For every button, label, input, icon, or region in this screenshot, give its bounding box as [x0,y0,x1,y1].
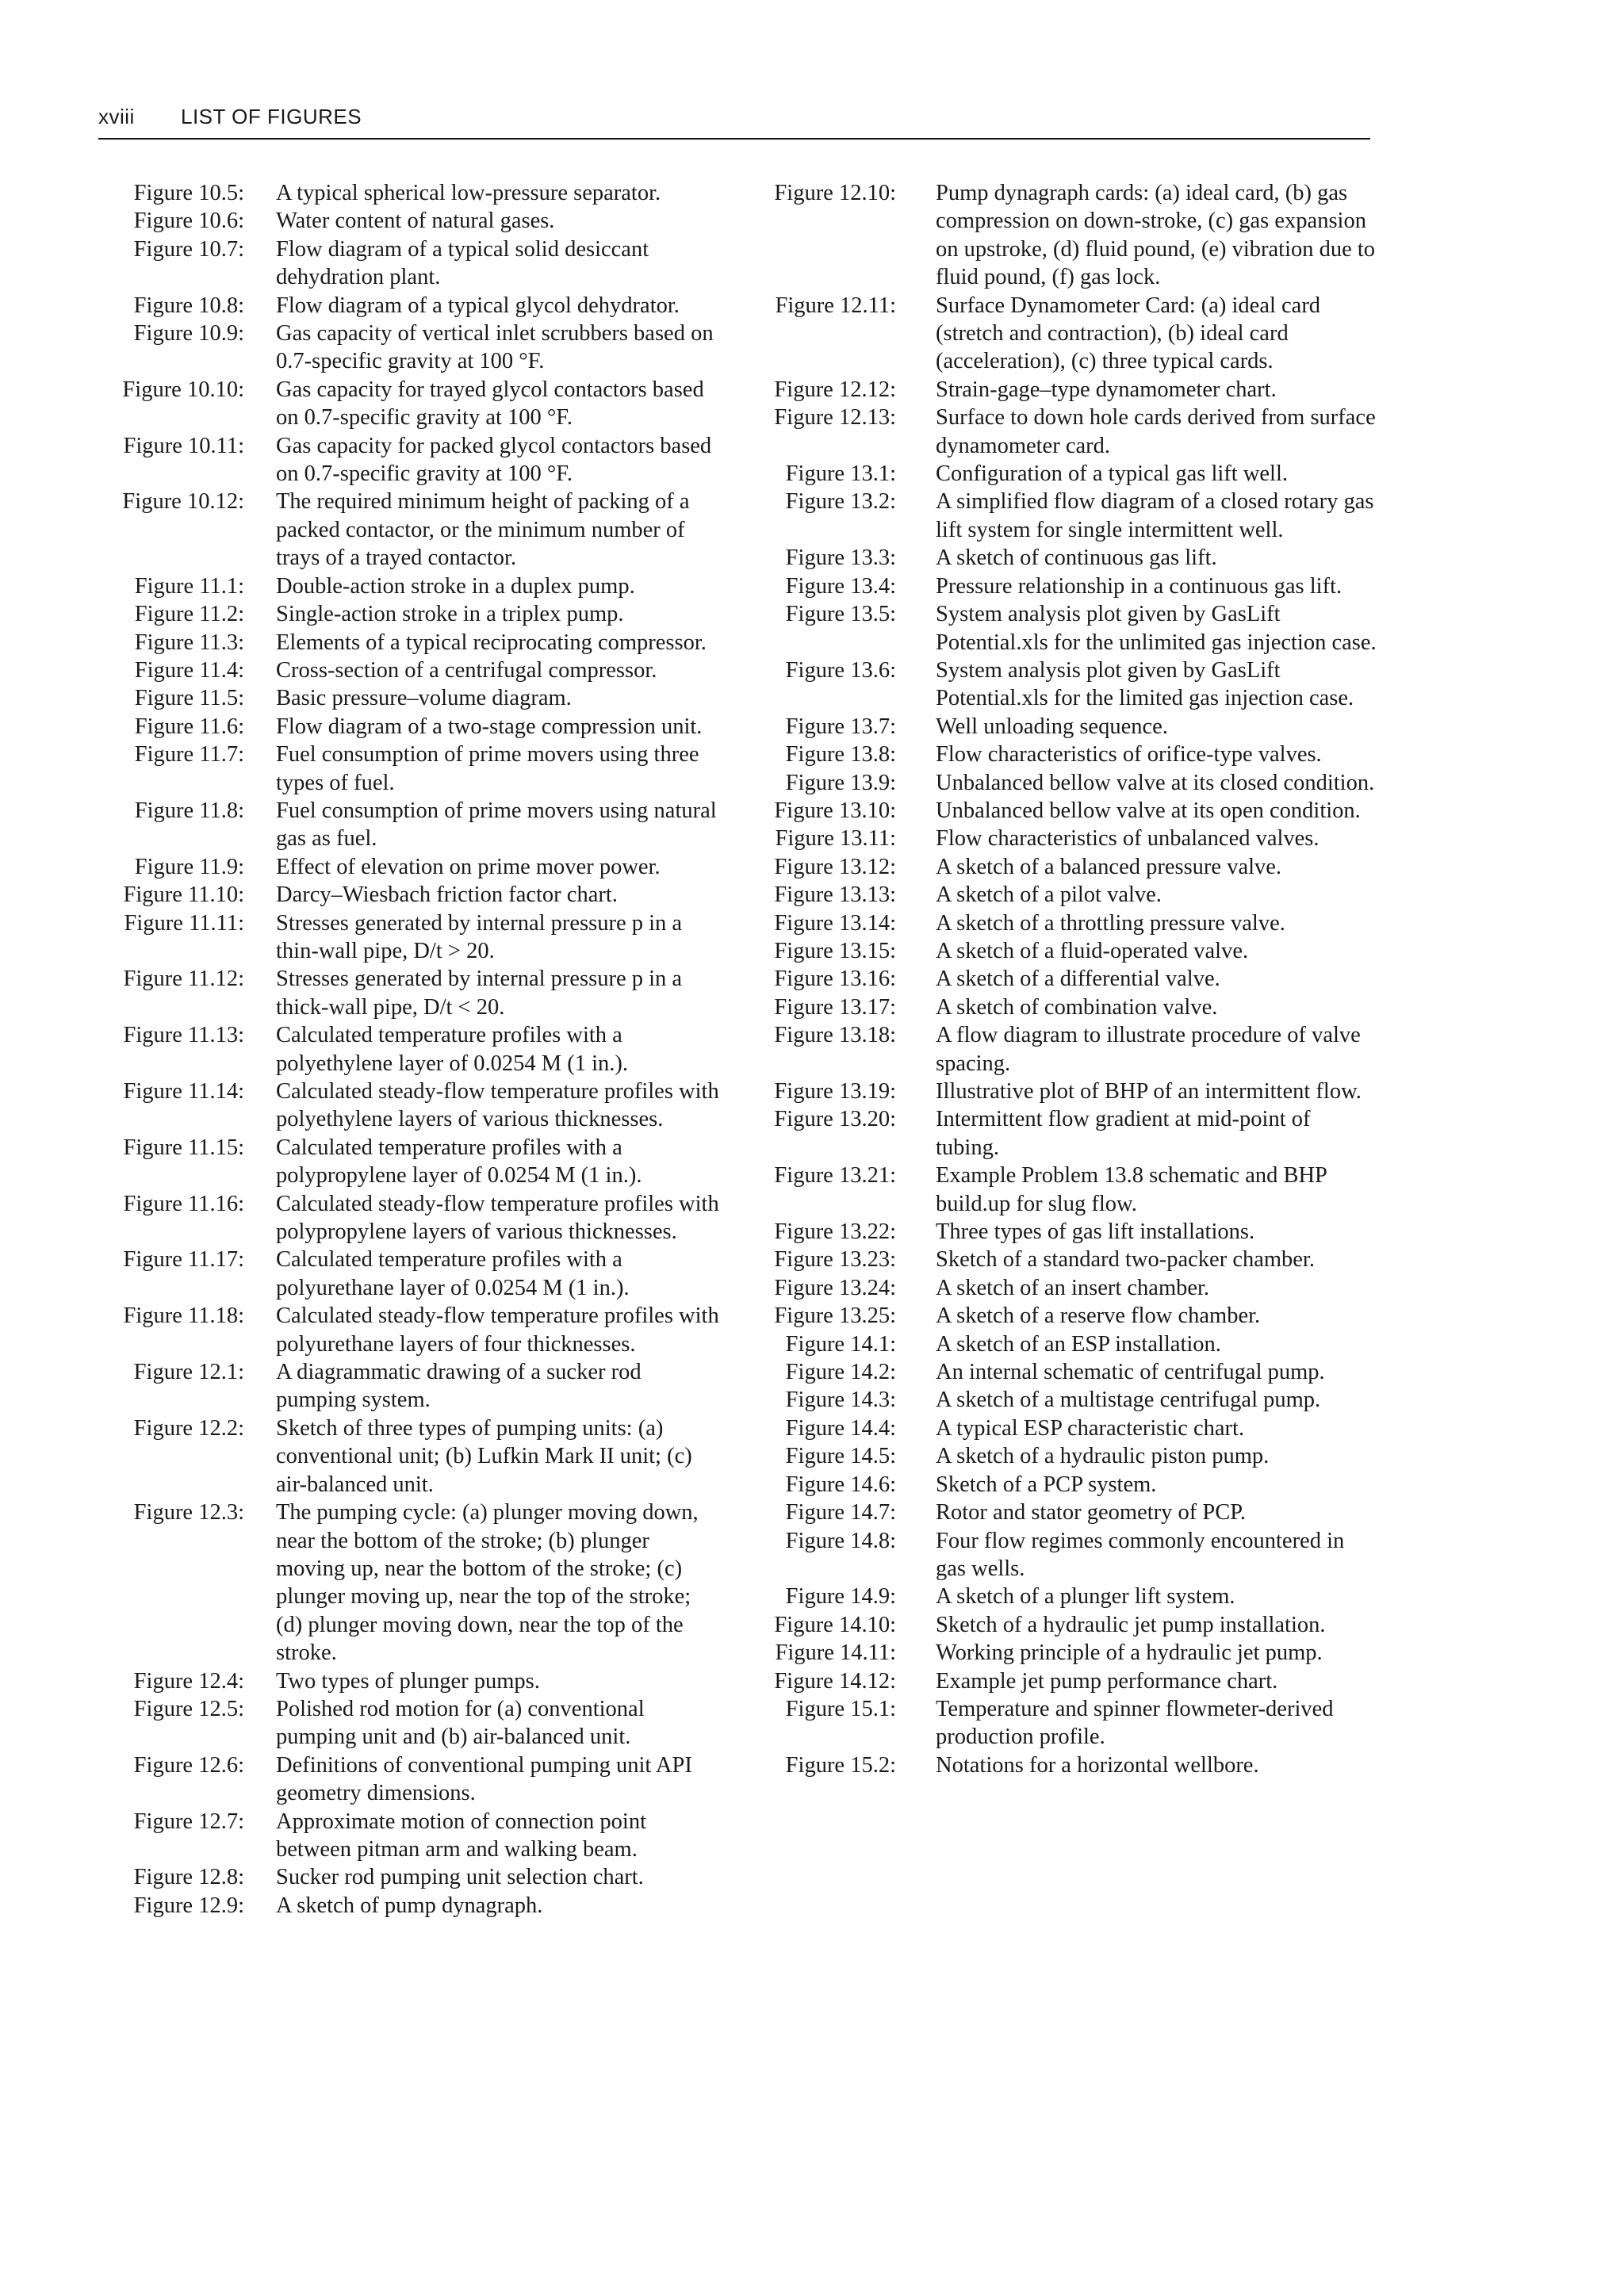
figure-number: Figure 12.2: [133,1415,244,1441]
figure-caption: A typical ESP characteristic chart. [936,1415,1245,1441]
figure-caption: Rotor and stator geometry of PCP. [936,1500,1247,1525]
figure-entry [744,460,1378,488]
figure-number: Figure 11.13: [123,1023,244,1048]
figure-number: Figure 12.13: [774,405,896,431]
figure-number: Figure 15.2: [785,1752,896,1778]
figure-entry [94,1021,720,1078]
figure-number: Figure 12.4: [133,1668,244,1694]
figure-number: Figure 14.11: [775,1640,896,1666]
figure-caption: Example Problem 13.8 schematic and BHP build.up for slug flow. [936,1163,1327,1216]
figure-number: Figure 10.12: [122,489,244,515]
figure-caption: Working principle of a hydraulic jet pump. [936,1640,1323,1666]
figure-entry [744,404,1378,460]
figure-number: Figure 13.17: [774,994,896,1020]
figure-caption: Gas capacity of vertical inlet scrubbers based on 0.7-specific gravity at 100 °F. [276,321,714,374]
figure-entry [744,853,1378,881]
figure-caption: Calculated steady-flow temperature profiles with polypropylene layers of various thicknesses. [276,1191,719,1245]
figure-entry [744,1386,1378,1414]
figure-caption: A sketch of a pilot valve. [936,882,1162,908]
figure-number: Figure 12.10: [774,181,896,205]
figure-number: Figure 14.7: [785,1500,896,1525]
figure-number: Figure 12.8: [133,1865,244,1890]
figure-number: Figure 10.5: [133,181,244,205]
figure-entry [744,1330,1378,1358]
figure-entry [94,235,720,292]
figure-caption: A sketch of a reserve flow chamber. [936,1303,1261,1329]
figure-entry [744,1639,1378,1667]
figure-number: Figure 11.11: [124,910,244,936]
page-number: xviii [98,105,135,128]
figure-number: Figure 14.8: [785,1528,896,1553]
figure-entry [744,1583,1378,1610]
figure-caption: Strain-gage–type dynamometer chart. [936,377,1277,402]
figure-entry [94,179,720,207]
figure-entry [94,1892,720,1920]
figure-number: Figure 12.9: [133,1893,244,1918]
figure-caption: Temperature and spinner flowmeter-derived production profile. [936,1696,1334,1750]
figure-caption: Sketch of a standard two-packer chamber. [936,1247,1315,1273]
figure-entry [94,1695,720,1751]
figure-number: Figure 13.2: [785,489,896,515]
figure-entry [94,881,720,909]
figure-number: Figure 11.17: [123,1247,244,1273]
figure-entry [744,544,1378,572]
figure-entry [94,1358,720,1414]
figure-number: Figure 13.21: [774,1163,896,1189]
figure-entry [744,1695,1378,1751]
figure-number: Figure 10.6: [133,209,244,234]
figure-entry [94,376,720,432]
figure-caption: An internal schematic of centrifugal pump. [936,1360,1325,1385]
figure-number: Figure 13.4: [785,573,896,599]
figure-caption: System analysis plot given by GasLift Potential.xls for the limited gas injection case. [936,657,1354,711]
figure-number: Figure 13.8: [785,742,896,768]
figure-entry [94,657,720,684]
figure-entry [744,1358,1378,1386]
figure-number: Figure 11.14: [123,1079,244,1104]
figure-caption: Pressure relationship in a continuous gas lift. [936,573,1342,599]
figure-caption: A sketch of a differential valve. [936,967,1220,992]
figure-caption: Cross-section of a centrifugal compressor. [276,657,657,683]
figure-number: Figure 13.3: [785,545,896,571]
figure-number: Figure 11.1: [134,573,244,599]
figure-entry [94,1078,720,1134]
figure-caption: Calculated steady-flow temperature profiles with polyethylene layers of various thicknesses. [276,1079,719,1132]
figure-number: Figure 13.16: [774,967,896,992]
figure-entry [744,1414,1378,1442]
figure-number: Figure 11.3: [134,630,244,655]
figure-list-right-column [744,179,1378,1779]
figure-caption: Sketch of a hydraulic jet pump installation. [936,1612,1326,1637]
figure-entry [744,1021,1378,1078]
figure-caption: A flow diagram to illustrate procedure of valve spacing. [936,1023,1361,1076]
figure-entry [94,1302,720,1358]
figure-number: Figure 12.1: [133,1360,244,1385]
figure-entry [744,1162,1378,1218]
figure-entry [94,1190,720,1246]
figure-entry [94,1414,720,1499]
figure-caption: Three types of gas lift installations. [936,1219,1255,1245]
figure-number: Figure 14.9: [785,1584,896,1610]
figure-entry [94,965,720,1021]
figure-entry [94,713,720,741]
figure-number: Figure 12.6: [133,1752,244,1778]
figure-entry [744,965,1378,993]
figure-number: Figure 13.24: [774,1275,896,1300]
figure-caption: Basic pressure–volume diagram. [276,686,572,711]
figure-caption: Darcy–Wiesbach friction factor chart. [276,882,618,908]
figure-entry [744,1302,1378,1330]
figure-caption: Surface Dynamometer Card: (a) ideal card (stretch and contraction), (b) ideal card (acceleration), (c) three typical cards. [936,293,1321,374]
figure-caption: Well unloading sequence. [936,714,1168,739]
figure-number: Figure 10.10: [122,377,244,402]
figure-entry [94,1751,720,1808]
figure-number: Figure 13.1: [785,461,896,487]
section-title: LIST OF FIGURES [181,105,362,128]
figure-entry [94,1863,720,1891]
figure-caption: Sucker rod pumping unit selection chart. [276,1865,644,1890]
figure-caption: Surface to down hole cards derived from surface dynamometer card. [936,405,1376,458]
figure-entry [744,769,1378,797]
figure-entry [744,1218,1378,1246]
figure-entry [94,572,720,600]
figure-entry [94,320,720,376]
figure-caption: Flow characteristics of orifice-type valves. [936,742,1322,768]
figure-entry [744,1246,1378,1273]
figure-caption: Flow characteristics of unbalanced valves. [936,826,1320,852]
figure-entry [744,1274,1378,1302]
figure-caption: Calculated steady-flow temperature profiles with polyurethane layers of four thicknesses. [276,1303,719,1357]
figure-entry [744,937,1378,965]
figure-number: Figure 12.7: [133,1809,244,1834]
figure-entry [744,1105,1378,1162]
figure-entry [94,1134,720,1190]
figure-caption: Stresses generated by internal pressure p in a thin-wall pipe, D/t > 20. [276,910,683,963]
figure-caption: Water content of natural gases. [276,209,555,234]
figure-caption: Single-action stroke in a triplex pump. [276,602,624,627]
figure-caption: A typical spherical low-pressure separator. [276,181,661,205]
figure-number: Figure 13.25: [774,1303,896,1329]
figure-caption: System analysis plot given by GasLift Potential.xls for the unlimited gas injection case. [936,602,1377,655]
figure-caption: Calculated temperature profiles with a polyethylene layer of 0.0254 M (1 in.). [276,1023,629,1076]
figure-caption: A sketch of continuous gas lift. [936,545,1217,571]
figure-entry [94,292,720,320]
figure-number: Figure 11.4: [134,657,244,683]
figure-entry [94,797,720,853]
figure-list-left-column [94,179,720,1920]
figure-entry [744,179,1378,292]
figure-number: Figure 13.6: [785,657,896,683]
figure-number: Figure 12.5: [133,1696,244,1721]
figure-caption: Double-action stroke in a duplex pump. [276,573,635,599]
figure-number: Figure 13.10: [774,798,896,823]
figure-entry [744,1499,1378,1526]
figure-number: Figure 14.1: [785,1331,896,1357]
figure-entry [744,376,1378,404]
figure-caption: Sketch of three types of pumping units: (a) conventional unit; (b) Lufkin Mark II unit; (c) air-balanced unit. [276,1415,692,1497]
figure-caption: A sketch of combination valve. [936,994,1218,1020]
figure-number: Figure 13.9: [785,770,896,795]
figure-caption: Sketch of a PCP system. [936,1472,1157,1497]
figure-caption: Approximate motion of connection point between pitman arm and walking beam. [276,1809,646,1862]
figure-caption: Illustrative plot of BHP of an intermittent flow. [936,1079,1362,1104]
figure-entry [94,1808,720,1864]
figure-entry [744,1611,1378,1639]
figure-entry [94,600,720,628]
figure-entry [744,713,1378,741]
figure-number: Figure 14.5: [785,1444,896,1469]
figure-caption: Fuel consumption of prime movers using three types of fuel. [276,742,699,795]
figure-number: Figure 11.8: [134,798,244,823]
figure-entry [744,292,1378,376]
figure-entry [744,825,1378,852]
figure-number: Figure 14.10: [774,1612,896,1637]
figure-entry [94,207,720,235]
figure-number: Figure 14.12: [774,1668,896,1694]
figure-entry [94,488,720,572]
figure-entry [744,741,1378,768]
figure-caption: Unbalanced bellow valve at its closed condition. [936,770,1375,795]
figure-caption: The pumping cycle: (a) plunger moving down, near the bottom of the stroke; (b) plunger moving up, near the bottom of the stroke; (c) plunger moving up, near the top of the stroke; (d) plunger moving down, near the top of the stroke. [276,1500,699,1666]
figure-number: Figure 12.3: [133,1500,244,1525]
figure-caption: A sketch of a hydraulic piston pump. [936,1444,1270,1469]
figure-number: Figure 11.5: [134,686,244,711]
figure-number: Figure 13.12: [774,854,896,879]
figure-caption: A sketch of pump dynagraph. [276,1893,543,1918]
figure-entry [94,853,720,881]
figure-caption: Four flow regimes commonly encountered in gas wells. [936,1528,1345,1581]
figure-caption: A sketch of a multistage centrifugal pump. [936,1388,1321,1413]
figure-entry [94,1667,720,1695]
figure-entry [94,432,720,488]
figure-number: Figure 10.11: [123,433,244,458]
figure-caption: Stresses generated by internal pressure p in a thick-wall pipe, D/t < 20. [276,967,683,1020]
figure-caption: A sketch of a fluid-operated valve. [936,938,1249,963]
figure-caption: A sketch of a plunger lift system. [936,1584,1235,1610]
figure-number: Figure 12.11: [775,293,896,318]
figure-entry [744,797,1378,825]
figure-caption: Example jet pump performance chart. [936,1668,1278,1694]
figure-entry [744,1471,1378,1499]
figure-number: Figure 11.9: [134,854,244,879]
figure-caption: A simplified flow diagram of a closed rotary gas lift system for single intermittent well. [936,489,1374,542]
figure-number: Figure 10.9: [133,321,244,346]
figure-number: Figure 13.23: [774,1247,896,1273]
figure-caption: Flow diagram of a typical glycol dehydrator. [276,293,680,318]
figure-entry [744,600,1378,657]
figure-entry [94,684,720,712]
figure-entry [744,1442,1378,1470]
figure-entry [744,909,1378,937]
figure-number: Figure 14.3: [785,1388,896,1413]
figure-entry [744,881,1378,909]
figure-caption: Polished rod motion for (a) conventional pumping unit and (b) air-balanced unit. [276,1696,645,1750]
figure-number: Figure 13.5: [785,602,896,627]
figure-number: Figure 12.12: [774,377,896,402]
page-header [98,103,1370,140]
figure-number: Figure 11.7: [134,742,244,768]
figure-number: Figure 11.2: [134,602,244,627]
figure-number: Figure 15.1: [785,1696,896,1721]
figure-entry [94,741,720,797]
figure-caption: Flow diagram of a typical solid desiccant dehydration plant. [276,236,649,290]
figure-number: Figure 11.15: [123,1135,244,1160]
figure-caption: Fuel consumption of prime movers using natural gas as fuel. [276,798,717,852]
figure-caption: A sketch of a balanced pressure valve. [936,854,1282,879]
figure-entry [744,572,1378,600]
figure-number: Figure 11.18: [123,1303,244,1329]
figure-entry [94,1499,720,1667]
figure-entry [744,1527,1378,1583]
figure-number: Figure 13.18: [774,1023,896,1048]
figure-entry [94,909,720,966]
figure-caption: Flow diagram of a two-stage compression unit. [276,714,703,739]
figure-caption: A sketch of a throttling pressure valve. [936,910,1285,936]
figure-caption: Gas capacity for trayed glycol contactors based on 0.7-specific gravity at 100 °F. [276,377,704,431]
figure-entry [94,1246,720,1302]
figure-entry [744,993,1378,1021]
figure-entry [744,488,1378,544]
figure-caption: Elements of a typical reciprocating compressor. [276,630,707,655]
figure-number: Figure 11.12: [123,967,244,992]
figure-number: Figure 13.13: [774,882,896,908]
figure-number: Figure 13.15: [774,938,896,963]
figure-number: Figure 11.10: [123,882,244,908]
figure-caption: Pump dynagraph cards: (a) ideal card, (b) gas compression on down-stroke, (c) gas expansion on upstroke, (d) fluid pound, (e) vibration due to fluid pound, (f) gas lock. [936,181,1376,290]
figure-entry [94,629,720,657]
figure-caption: Intermittent flow gradient at mid-point of tubing. [936,1107,1311,1160]
figure-number: Figure 14.4: [785,1415,896,1441]
figure-number: Figure 13.14: [774,910,896,936]
figure-number: Figure 13.11: [775,826,896,852]
figure-caption: Configuration of a typical gas lift well. [936,461,1289,487]
figure-number: Figure 14.2: [785,1360,896,1385]
figure-caption: Gas capacity for packed glycol contactors based on 0.7-specific gravity at 100 °F. [276,433,712,487]
figure-entry [744,1751,1378,1779]
figure-number: Figure 10.8: [133,293,244,318]
figure-number: Figure 13.7: [785,714,896,739]
figure-caption: Two types of plunger pumps. [276,1668,540,1694]
figure-caption: Definitions of conventional pumping unit API geometry dimensions. [276,1752,692,1806]
figure-caption: Unbalanced bellow valve at its open condition. [936,798,1361,823]
figure-caption: A sketch of an ESP installation. [936,1331,1221,1357]
figure-caption: Effect of elevation on prime mover power. [276,854,661,879]
figure-caption: Notations for a horizontal wellbore. [936,1752,1259,1778]
figure-number: Figure 14.6: [785,1472,896,1497]
figure-caption: Calculated temperature profiles with a polypropylene layer of 0.0254 M (1 in.). [276,1135,642,1189]
figure-caption: The required minimum height of packing of a packed contactor, or the minimum number of trays of a trayed contactor. [276,489,690,571]
figure-caption: A diagrammatic drawing of a sucker rod pumping system. [276,1360,642,1413]
figure-number: Figure 13.20: [774,1107,896,1132]
figure-entry [744,1667,1378,1695]
figure-number: Figure 13.19: [774,1079,896,1104]
figure-entry [744,657,1378,713]
figure-number: Figure 10.7: [133,236,244,262]
figure-entry [744,1078,1378,1105]
figure-number: Figure 11.6: [134,714,244,739]
figure-caption: A sketch of an insert chamber. [936,1275,1210,1300]
figure-caption: Calculated temperature profiles with a polyurethane layer of 0.0254 M (1 in.). [276,1247,630,1300]
figure-number: Figure 13.22: [774,1219,896,1245]
figure-number: Figure 11.16: [123,1191,244,1216]
